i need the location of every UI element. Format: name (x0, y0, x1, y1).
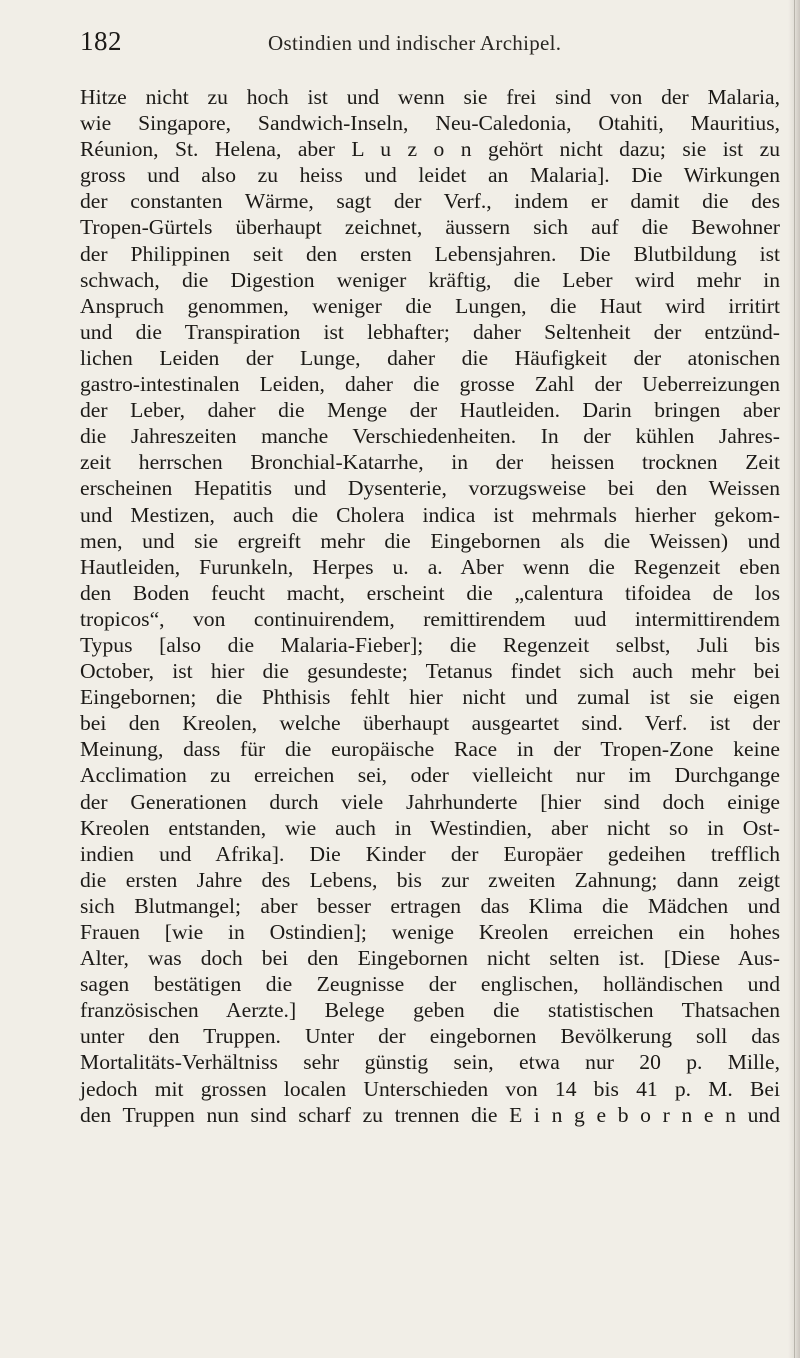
page-number: 182 (80, 26, 122, 56)
text-line: lichen Leiden der Lunge, daher die Häufigkeit der atonischen (80, 345, 780, 370)
page-edge-line (794, 0, 795, 1358)
text-line: französischen Aerzte.] Belege geben die statistischen Thatsachen (80, 998, 780, 1023)
text-line: schwach, die Digestion weniger kräftig, die Leber wird mehr in (80, 267, 780, 292)
text-line: den Boden feucht macht, erscheint die „calentura tifoidea de los (80, 580, 780, 605)
text-line: Eingebornen; die Phthisis fehlt hier nicht und zumal ist sie eigen (80, 685, 780, 710)
text-line: sagen bestätigen die Zeugnisse der englischen, holländischen und (80, 972, 780, 997)
text-line: sich Blutmangel; aber besser ertragen das Klima die Mädchen und (80, 893, 780, 918)
text-line: gastro-intestinalen Leiden, daher die grosse Zahl der Ueberreizungen (80, 372, 780, 397)
text-line: bei den Kreolen, welche überhaupt ausgeartet sind. Verf. ist der (80, 711, 780, 736)
text-line: Meinung, dass für die europäische Race in der Tropen-Zone keine (80, 737, 780, 762)
text-line: indien und Afrika]. Die Kinder der Europäer gedeihen trefflich (80, 841, 780, 866)
text-line: Frauen [wie in Ostindien]; wenige Kreolen erreichen ein hohes (80, 920, 780, 944)
text-line: und die Transpiration ist lebhafter; daher Seltenheit der entzünd- (80, 319, 780, 344)
body-text (80, 84, 780, 1128)
text-line: Hautleiden, Furunkeln, Herpes u. a. Aber wenn die Regenzeit eben (80, 554, 780, 579)
text-line: gross und also zu heiss und leidet an Malaria]. Die Wirkungen (80, 163, 780, 188)
text-line: October, ist hier die gesundeste; Tetanus findet sich auch mehr bei (80, 659, 780, 684)
text-line: die ersten Jahre des Lebens, bis zur zweiten Zahnung; dann zeigt (80, 867, 780, 892)
text-line: die Jahreszeiten manche Verschiedenheiten. In der kühlen Jahres- (80, 424, 780, 449)
text-line: unter den Truppen. Unter der eingebornen Bevölkerung soll das (80, 1024, 780, 1049)
text-line: den Truppen nun sind scharf zu trennen die E i n g e b o r n e n und (80, 1102, 780, 1127)
text-line: der Philippinen seit den ersten Lebensjahren. Die Blutbildung ist (80, 241, 780, 266)
text-line: der Generationen durch viele Jahrhunderte [hier sind doch einige (80, 789, 780, 814)
text-line: zeit herrschen Bronchial-Katarrhe, in der heissen trocknen Zeit (80, 450, 780, 475)
text-line: Alter, was doch bei den Eingebornen nicht selten ist. [Diese Aus- (80, 946, 780, 971)
text-line: jedoch mit grossen localen Unterschieden von 14 bis 41 p. M. Bei (80, 1076, 780, 1101)
text-line: men, und sie ergreift mehr die Eingebornen als die Weissen) und (80, 528, 780, 553)
text-line: Kreolen entstanden, wie auch in Westindien, aber nicht so in Ost- (80, 815, 780, 840)
page-header (80, 26, 770, 66)
text-line: Tropen-Gürtels überhaupt zeichnet, äussern sich auf die Bewohner (80, 215, 780, 240)
running-head: Ostindien und indischer Archipel. (268, 31, 562, 55)
text-line: der constanten Wärme, sagt der Verf., indem er damit die des (80, 189, 780, 214)
text-line: Typus [also die Malaria-Fieber]; die Regenzeit selbst, Juli bis (80, 632, 780, 657)
text-line: Mortalitäts-Verhältniss sehr günstig sein, etwa nur 20 p. Mille, (80, 1050, 780, 1075)
text-line: Hitze nicht zu hoch ist und wenn sie frei sind von der Malaria, (80, 85, 780, 109)
text-line: Réunion, St. Helena, aber L u z o n gehört nicht dazu; sie ist zu (80, 137, 780, 162)
text-line: der Leber, daher die Menge der Hautleiden. Darin bringen aber (80, 398, 780, 423)
text-line: wie Singapore, Sandwich-Inseln, Neu-Caledonia, Otahiti, Mauritius, (80, 111, 780, 136)
text-line: tropicos“, von continuirendem, remittirendem uud intermittirendem (80, 606, 780, 631)
text-line: Anspruch genommen, weniger die Lungen, die Haut wird irritirt (80, 293, 780, 318)
text-line: erscheinen Hepatitis und Dysenterie, vorzugsweise bei den Weissen (80, 476, 780, 501)
text-line: Acclimation zu erreichen sei, oder vielleicht nur im Durchgange (80, 763, 780, 788)
text-line: und Mestizen, auch die Cholera indica ist mehrmals hierher gekom- (80, 502, 780, 527)
